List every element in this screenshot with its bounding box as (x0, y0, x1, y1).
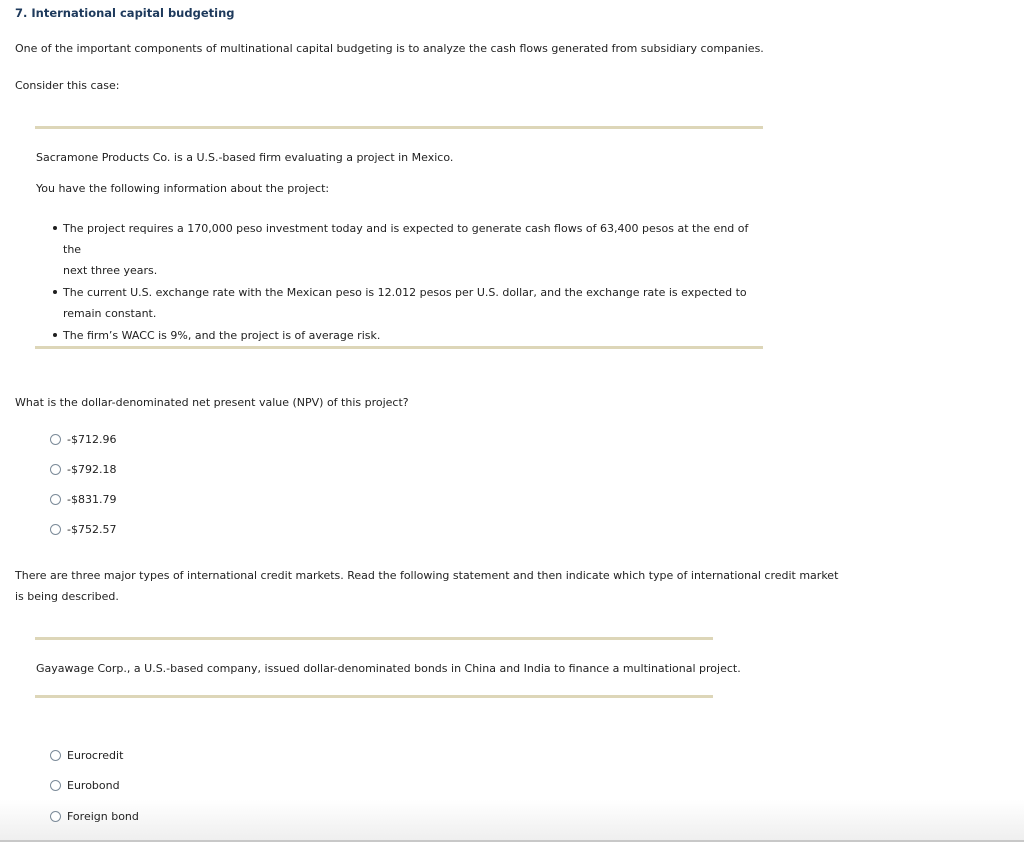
radio-icon[interactable] (50, 494, 61, 505)
option-label: Foreign bond (67, 809, 139, 823)
npv-option-2[interactable] (50, 462, 116, 476)
radio-icon[interactable] (50, 750, 61, 761)
bullet-text: The current U.S. exchange rate with the Mexican peso is 12.012 pesos per U.S. dollar, and the exchange rate is expected to (63, 286, 747, 299)
radio-icon[interactable] (50, 524, 61, 535)
bullet-item (36, 325, 766, 346)
npv-option-1[interactable] (50, 432, 116, 446)
radio-icon[interactable] (50, 780, 61, 791)
option-label: Eurocredit (67, 748, 124, 762)
npv-question: What is the dollar-denominated net present value (NPV) of this project? (15, 396, 409, 409)
npv-option-4[interactable] (50, 522, 116, 536)
consider-text: Consider this case: (15, 79, 120, 92)
option-label: Eurobond (67, 778, 120, 792)
bullet-text-cont: remain constant. (63, 307, 157, 320)
bullet-item (36, 218, 766, 281)
case-line-1: Sacramone Products Co. is a U.S.-based firm evaluating a project in Mexico. (36, 151, 454, 164)
option-label: -$752.57 (67, 522, 117, 536)
radio-icon[interactable] (50, 811, 61, 822)
question-title: 7. International capital budgeting (15, 6, 235, 20)
case-line-2: You have the following information about the project: (36, 182, 330, 195)
bullet-text-cont: next three years. (63, 264, 158, 277)
bullet-item (36, 282, 766, 324)
npv-option-3[interactable] (50, 492, 116, 506)
radio-icon[interactable] (50, 434, 61, 445)
case-bullet-list (36, 218, 766, 347)
credit-intro-line-2: is being described. (15, 590, 119, 603)
case-bottom-divider (35, 346, 763, 349)
statement-bottom-divider (35, 695, 713, 698)
option-label: -$712.96 (67, 432, 117, 446)
credit-statement: Gayawage Corp., a U.S.-based company, issued dollar-denominated bonds in China and India to finance a multinational project. (36, 662, 741, 675)
bottom-fade (0, 800, 1024, 842)
intro-text: One of the important components of multinational capital budgeting is to analyze the cash flows generated from subsidiary companies. (15, 42, 764, 55)
bullet-text: The project requires a 170,000 peso investment today and is expected to generate cash flows of 63,400 pesos at the end of the (63, 222, 749, 256)
option-label: -$792.18 (67, 462, 117, 476)
case-top-divider (35, 126, 763, 129)
credit-option-eurobond[interactable] (50, 778, 120, 792)
statement-top-divider (35, 637, 713, 640)
credit-option-eurocredit[interactable] (50, 748, 123, 762)
option-label: -$831.79 (67, 492, 117, 506)
credit-option-foreign-bond[interactable] (50, 809, 139, 823)
bullet-text: The firm’s WACC is 9%, and the project is of average risk. (63, 329, 381, 342)
radio-icon[interactable] (50, 464, 61, 475)
credit-intro-line-1: There are three major types of international credit markets. Read the following statement and then indicate which type of international credit market (15, 569, 839, 582)
